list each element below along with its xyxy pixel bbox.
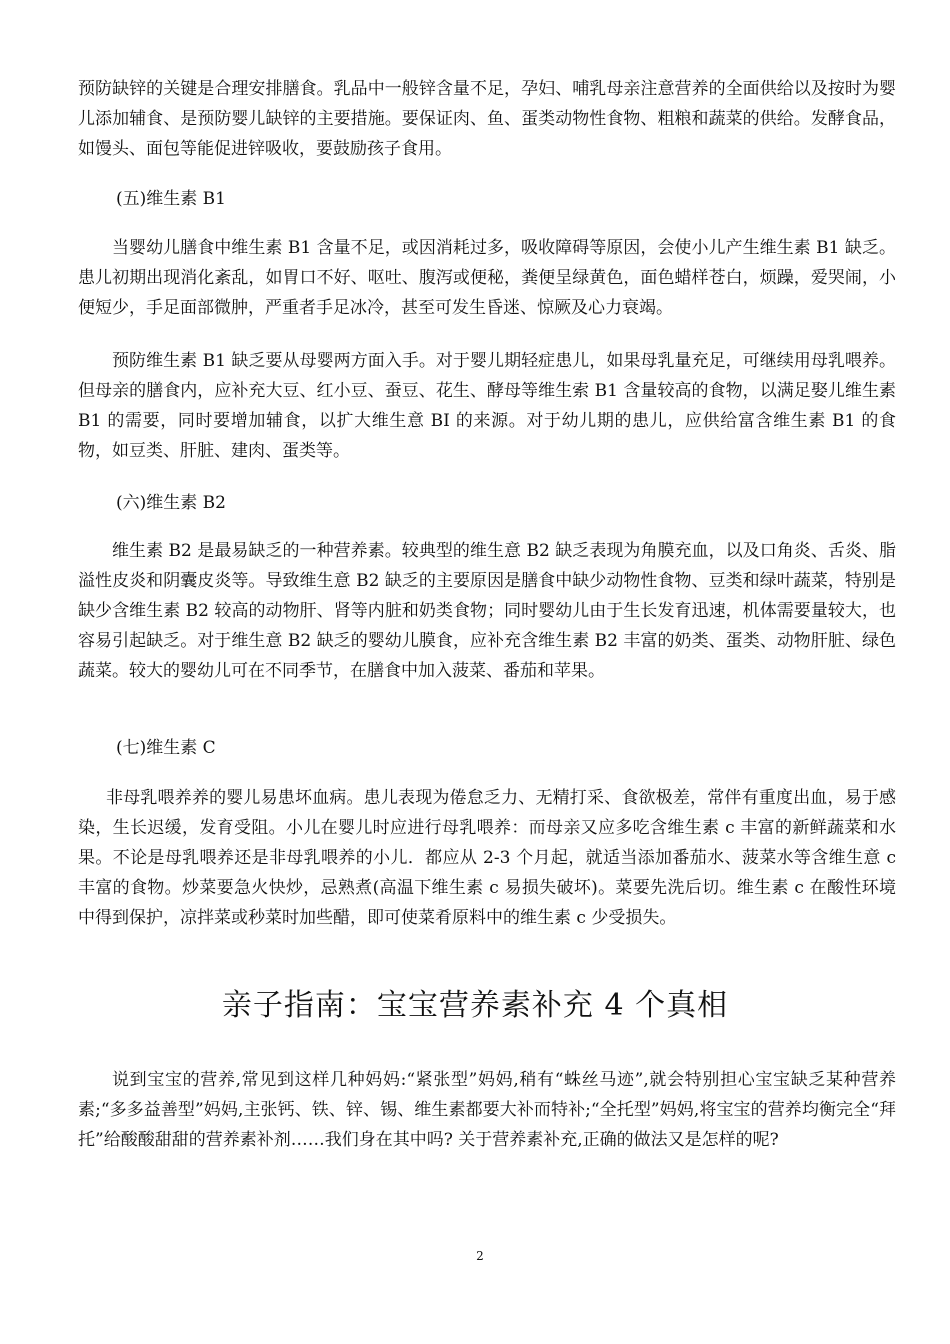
section-heading-vitamin-b2: (六)维生素 B2 (116, 493, 226, 513)
paragraph-c-body: 非母乳喂养养的婴儿易患坏血病。患儿表现为倦怠乏力、无精打采、食欲极差，常伴有重度出血，易于感染，生长迟缓，发育受阻。小儿在婴儿时应进行母乳喂养：而母亲又应多吃含维生素 c 丰富的新鲜蔬菜和水果。不论是母乳喂养还是非母乳喂养的小儿．都应从 2-3 个月起，就适当添加番茄水、菠菜水等含维生意 c 丰富的食物。炒菜要急火快炒，忌熟煮(高温下维生素 c 易损失破坏)。菜要先洗后切。维生素 c 在酸性环境中得到保护，凉拌菜或秒菜时加些醋，即可使菜肴原料中的维生素 c 少受损失。 (78, 788, 896, 928)
paragraph-b2-body: 维生素 B2 是最易缺乏的一种营养素。较典型的维生意 B2 缺乏表现为角膜充血，以及口角炎、舌炎、脂溢性皮炎和阴囊皮炎等。导致维生意 B2 缺乏的主要原因是膳食中缺少动物性食物、豆类和绿叶蔬菜，特别是缺少含维生素 B2 较高的动物肝、肾等内脏和奶类食物；同时婴幼儿由于生长发育迅速，机体需要量较大，也容易引起缺乏。对于维生意 B2 缺乏的婴幼儿膜食，应补充含维生素 B2 丰富的奶类、蛋类、动物肝脏、绿色蔬菜。较大的婴幼儿可在不同季节，在膳食中加入菠菜、番茄和苹果。 (78, 541, 896, 681)
page-number: 2 (476, 1249, 484, 1263)
article-title: 亲子指南：宝宝营养素补充 4 个真相 (221, 988, 729, 1023)
paragraph-b1-prevention: 预防维生素 B1 缺乏要从母婴两方面入手。对于婴儿期轻症患儿，如果母乳量充足，可继续用母乳喂养。但母亲的膳食内，应补充大豆、红小豆、蚕豆、花生、酵母等维生索 B1 含量较高的食物，以满足娶儿维生素 B1 的需要，同时要增加辅食，以扩大维生意 BI 的来源。对于幼儿期的患儿，应供给富含维生素 B1 的食物，如豆类、肝脏、建肉、蛋类等。 (78, 351, 896, 461)
paragraph-article-intro: 说到宝宝的营养,常见到这样几种妈妈:“紧张型”妈妈,稍有“蛛丝马迹”,就会特别担心宝宝缺乏某种营养素;“多多益善型”妈妈,主张钙、铁、锌、锡、维生素都要大补而特补;“全托型”妈妈,将宝宝的营养均衡完全“拜托”给酸酸甜甜的营养素补剂……我们身在其中吗? 关于营养素补充,正确的做法又是怎样的呢? (78, 1070, 896, 1150)
section-heading-vitamin-c: (七)维生素 C (116, 738, 216, 758)
paragraph-zinc-prevention: 预防缺锌的关键是合理安排膳食。乳品中一般锌含量不足，孕妇、哺乳母亲注意营养的全面供给以及按时为婴儿添加辅食、是预防婴儿缺锌的主要措施。要保证肉、鱼、蛋类动物性食物、粗粮和蔬菜的供给。发酵食品，如馒头、面包等能促进锌吸收，要鼓励孩子食用。 (78, 79, 896, 159)
paragraph-b1-symptoms: 当婴幼儿膳食中维生素 B1 含量不足，或因消耗过多，吸收障碍等原因，会使小儿产生维生素 B1 缺乏。患儿初期出现消化紊乱，如胃口不好、呕吐、腹泻或便秘，粪便呈绿黄色，面色蜡样苍白，烦躁，爱哭闹，小便短少，手足面部微肿，严重者手足冰冷，甚至可发生昏迷、惊厥及心力衰竭。 (78, 238, 896, 318)
section-heading-vitamin-b1: (五)维生素 B1 (116, 189, 226, 209)
